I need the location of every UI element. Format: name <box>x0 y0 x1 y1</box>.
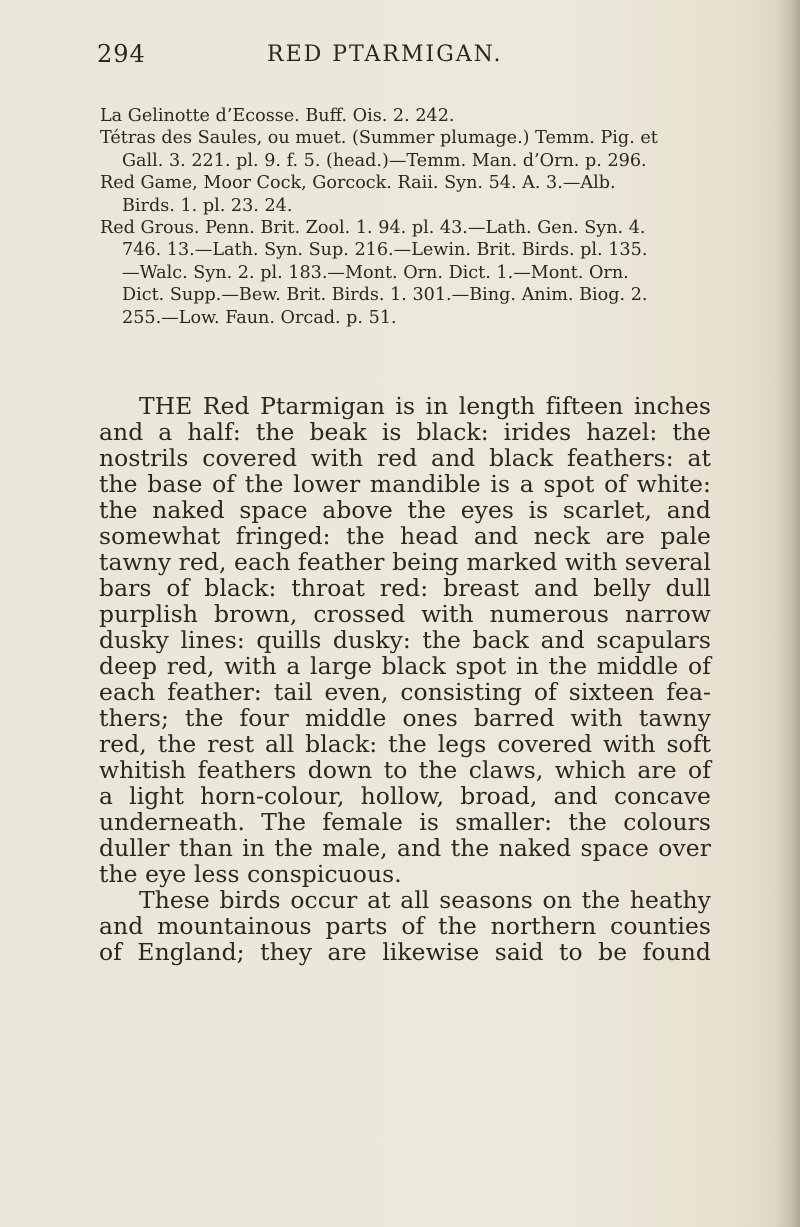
text-line: of England; they are likewise said to be found <box>99 938 711 966</box>
running-title: RED PTARMIGAN. <box>267 42 503 67</box>
synonym-entry <box>100 105 740 127</box>
synonym-line: Birds. 1. pl. 23. 24. <box>122 195 293 216</box>
text-line: tawny red, each feather being marked with several <box>99 548 712 576</box>
page-number: 294 <box>97 40 146 68</box>
body-text <box>99 393 711 965</box>
synonym-line: Red Game, Moor Cock, Gorcock. Raii. Syn. 54. A. 3.—Alb. <box>100 173 616 194</box>
text-line: dusky lines: quills dusky: the back and scapulars <box>99 626 711 654</box>
paragraph-2 <box>99 887 711 965</box>
synonym-entry <box>100 127 740 172</box>
text-line: These birds occur at all seasons on the heathy <box>139 886 711 914</box>
text-line: a light horn-colour, hollow, broad, and concave <box>99 782 711 810</box>
text-line: red, the rest all black: the legs covered with soft <box>99 730 711 758</box>
text-line: and a half: the beak is black: irides hazel: the <box>99 418 711 446</box>
text-line: thers; the four middle ones barred with tawny <box>99 704 711 732</box>
text-line: purplish brown, crossed with numerous narrow <box>99 600 711 628</box>
text-line: nostrils covered with red and black feathers: at <box>99 444 711 472</box>
synonym-line: Dict. Supp.—Bew. Brit. Birds. 1. 301.—Bing. Anim. Biog. 2. <box>122 285 648 306</box>
page-edge-shadow <box>774 0 800 1227</box>
synonym-line: 255.—Low. Faun. Orcad. p. 51. <box>122 307 397 328</box>
text-line: and mountainous parts of the northern counties <box>99 912 711 940</box>
paragraph-1 <box>99 393 711 887</box>
text-line: the base of the lower mandible is a spot of white: <box>99 470 711 498</box>
synonym-line: Tétras des Saules, ou muet. (Summer plumage.) Temm. Pig. et <box>100 128 658 149</box>
text-line: whitish feathers down to the claws, which are of <box>99 756 711 784</box>
text-line: somewhat fringed: the head and neck are pale <box>99 522 711 550</box>
synonym-line: Red Grous. Penn. Brit. Zool. 1. 94. pl. 43.—Lath. Gen. Syn. 4. <box>100 218 646 239</box>
text-line: the naked space above the eyes is scarlet, and <box>99 496 711 524</box>
text-line: bars of black: throat red: breast and belly dull <box>99 574 711 602</box>
synonym-list <box>100 105 740 329</box>
synonym-line: La Gelinotte d’Ecosse. Buff. Ois. 2. 242. <box>100 106 455 126</box>
text-line: duller than in the male, and the naked space over <box>99 834 711 862</box>
text-line: the eye less conspicuous. <box>99 860 402 888</box>
synonym-line: Gall. 3. 221. pl. 9. f. 5. (head.)—Temm. Man. d’Orn. p. 296. <box>122 150 647 171</box>
text-line: deep red, with a large black spot in the middle of <box>99 652 711 680</box>
text-line: THE Red Ptarmigan is in length fifteen inches <box>139 392 711 420</box>
text-line: underneath. The female is smaller: the colours <box>99 808 711 836</box>
synonym-entry <box>100 172 740 217</box>
synonym-line: 746. 13.—Lath. Syn. Sup. 216.—Lewin. Brit. Birds. pl. 135. <box>122 240 648 261</box>
synonym-line: —Walc. Syn. 2. pl. 183.—Mont. Orn. Dict. 1.—Mont. Orn. <box>122 262 629 283</box>
synonym-entry <box>100 217 740 329</box>
text-line: each feather: tail even, consisting of sixteen fea- <box>99 678 711 706</box>
running-head <box>97 40 697 76</box>
